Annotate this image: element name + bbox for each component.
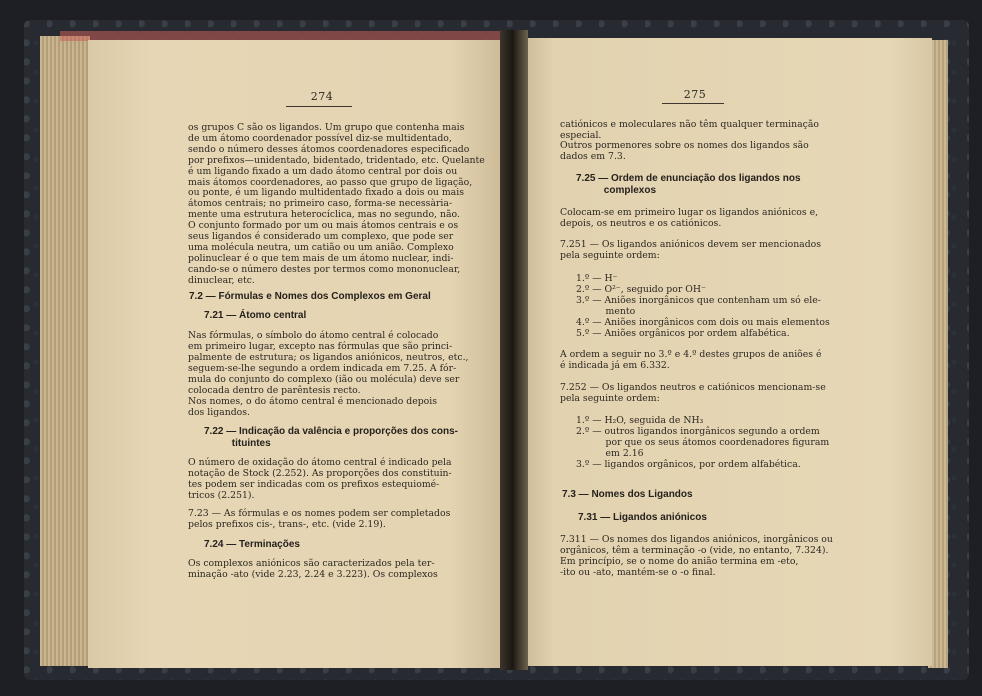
paragraph: 7.311 — Os nomes dos ligandos aniónicos, inorgânicos ou orgânicos, têm a terminação -o (vide, no entanto, 7.324). Em princípio, se o nome do anião termina em -eto, -ito ou -ato, mantém-se o -o final.: [560, 534, 833, 578]
paragraph: Outros pormenores sobre os nomes dos ligandos são dados em 7.3.: [560, 140, 809, 162]
subsection-heading: 7.21 — Átomo central: [204, 310, 307, 321]
paragraph: A ordem a seguir no 3.º e 4.º destes grupos de aniões é é indicada já em 6.332.: [560, 349, 822, 371]
paragraph: Colocam-se em primeiro lugar os ligandos aniónicos e, depois, os neutros e os catiónicos.: [560, 207, 819, 229]
paragraph: O número de oxidação do átomo central é indicado pela notação de Stock (2.252). As proporções dos constituin- tes podem ser indicadas com os prefixos estequiomé- tricos (2.251).: [188, 457, 452, 501]
paragraph: 7.251 — Os ligandos aniónicos devem ser mencionados pela seguinte ordem:: [560, 239, 822, 261]
book-spine-gutter: [500, 30, 528, 670]
page-number-rule: [286, 106, 352, 107]
subsection-heading: 7.24 — Terminações: [204, 539, 300, 550]
ordered-list: 1.º — H₂O, seguida de NH₃ 2.º — outros ligandos inorgânicos segundo a ordem por que os seus átomos coordenadores figuram em 2.16 3.º — ligandos orgânicos, por ordem alfabética.: [576, 415, 830, 470]
right-page: [512, 38, 932, 666]
paragraph: Os complexos aniónicos são caracterizados pela ter- minação -ato (vide 2.23, 2.24 e 3.223). Os complexos: [188, 558, 438, 580]
paragraph: os grupos C são os ligandos. Um grupo que contenha mais de um átomo coordenador possível diz-se multidentado, sendo o número desses átomos coordenadores especificado por prefixos—unidentado, bidentado, tridentado, etc. Quelante é um ligando fixado a um dado átomo central por dois ou mais átomos coordenadores, ao passo que grupo de ligação, ou ponte, é um ligando multidentado fixado a dois ou mais átomos centrais; no primeiro caso, forma-se necessària- mente uma estrutura heterocíclica, mas no segundo, não. O conjunto formado por um ou mais átomos centrais e os seus ligandos é considerado um complexo, que pode ser uma molécula neutra, um catião ou um anião. Complexo polinuclear é o que tem mais de um átomo nuclear, indi- cando-se o número destes por termos como mononuclear, dinuclear, etc.: [188, 122, 485, 286]
section-heading: 7.2 — Fórmulas e Nomes dos Complexos em Geral: [189, 291, 431, 302]
section-heading: 7.3 — Nomes dos Ligandos: [562, 489, 693, 500]
page-number: 274: [310, 90, 334, 103]
subsection-heading: 7.31 — Ligandos aniónicos: [578, 512, 707, 523]
paragraph: Nas fórmulas, o símbolo do átomo central é colocado em primeiro lugar, excepto nas fórmulas que são princi- palmente de estrutura; os ligandos aniónicos, neutros, etc., seguem-se-lhe segundo a ordem indicada em 7.25. A fór- mula do conjunto do complexo (ião ou molécula) deve ser colocada dentro de parêntesis recto.: [188, 330, 469, 396]
page-number-rule: [662, 103, 724, 104]
page-block-edge-left: [40, 36, 90, 666]
paragraph: Nos nomes, o do átomo central é mencionado depois dos ligandos.: [188, 396, 438, 418]
paragraph: 7.252 — Os ligandos neutros e catiónicos mencionam-se pela seguinte ordem:: [560, 382, 826, 404]
page-number: 275: [683, 88, 707, 101]
paragraph: 7.23 — As fórmulas e os nomes podem ser completados pelos prefixos cis-, trans-, etc. (vide 2.19).: [188, 508, 451, 530]
left-page: [88, 40, 513, 668]
ordered-list: 1.º — H⁻ 2.º — O²⁻, seguido por OH⁻ 3.º — Aniões inorgânicos que contenham um só ele- mento 4.º — Aniões inorgânicos com dois ou mais elementos 5.º — Aniões orgânicos por ordem alfabética.: [576, 273, 830, 339]
paragraph: catiónicos e moleculares não têm qualquer terminação especial.: [560, 119, 820, 141]
subsection-heading: 7.25 — Ordem de enunciação dos ligandos nos complexos: [576, 173, 801, 196]
subsection-heading: 7.22 — Indicação da valência e proporções dos cons- tituintes: [204, 426, 458, 449]
